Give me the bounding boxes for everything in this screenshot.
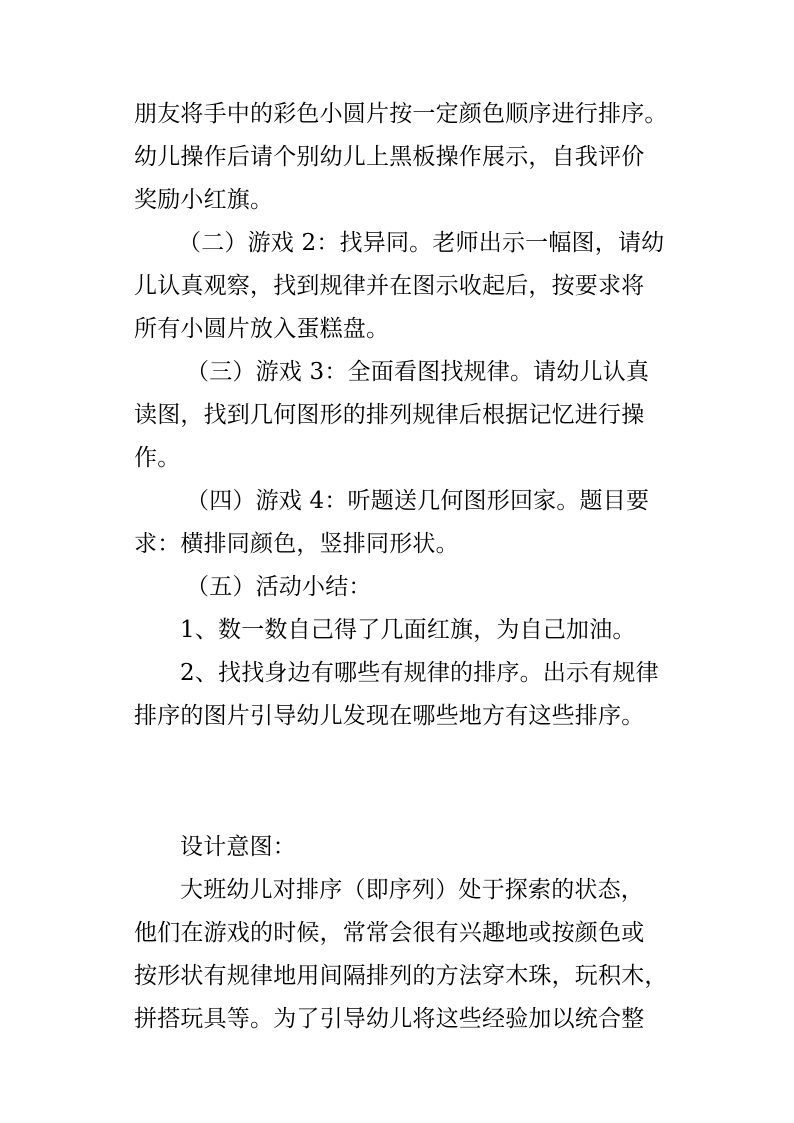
paragraph-line: 朋友将手中的彩色小圆片按一定颜色顺序进行排序。 <box>134 101 668 127</box>
summary-item-1: 1、数一数自己得了几面红旗，为自己加油。 <box>180 617 636 643</box>
summary-item-2: 2、找找身边有哪些有规律的排序。出示有规律 <box>180 660 659 686</box>
paragraph-line: 所有小圆片放入蛋糕盘。 <box>134 316 390 342</box>
game-3-heading-line: （三）游戏 3：全面看图找规律。请幼儿认真 <box>186 359 650 385</box>
paragraph-line: 作。 <box>134 445 181 471</box>
paragraph-line: 拼搭玩具等。为了引导幼儿将这些经验加以统合整 <box>134 1006 645 1032</box>
paragraph-line: 排序的图片引导幼儿发现在哪些地方有这些排序。 <box>134 703 645 729</box>
paragraph-line: 求：横排同颜色，竖排同形状。 <box>134 531 459 557</box>
paragraph-line: 读图，找到几何图形的排列规律后根据记忆进行操 <box>134 402 645 428</box>
summary-heading: （五）活动小结： <box>186 574 372 600</box>
design-intent-heading: 设计意图： <box>180 834 296 860</box>
paragraph-line: 按形状有规律地用间隔排列的方法穿木珠，玩积木， <box>134 963 668 989</box>
paragraph-line: 儿认真观察，找到规律并在图示收起后，按要求将 <box>134 273 645 299</box>
paragraph-line: 大班幼儿对排序（即序列）处于探索的状态， <box>180 877 644 903</box>
game-4-heading-line: （四）游戏 4：听题送几何图形回家。题目要 <box>186 488 650 514</box>
paragraph-line: 他们在游戏的时候，常常会很有兴趣地或按颜色或 <box>134 920 645 946</box>
paragraph-line: 幼儿操作后请个别幼儿上黑板操作展示，自我评价 <box>134 144 645 170</box>
game-2-heading-line: （二）游戏 2：找异同。老师出示一幅图，请幼 <box>178 230 665 256</box>
paragraph-line: 奖励小红旗。 <box>134 187 274 213</box>
